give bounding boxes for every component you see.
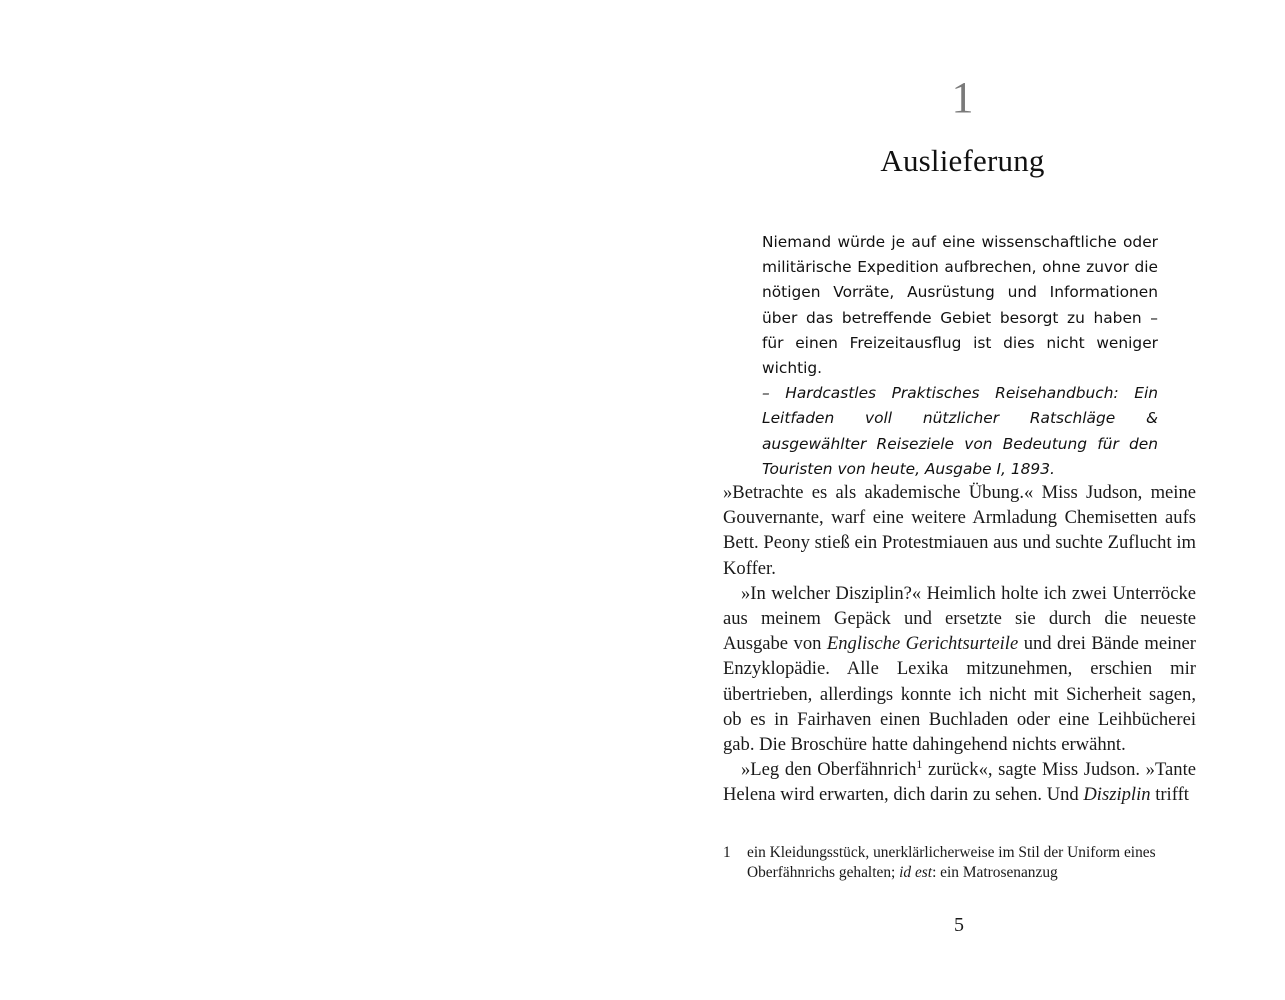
paragraph-2-italic: Englische Gerichtsurteile: [826, 633, 1019, 655]
paragraph-2-part-b: und drei Bände meiner Enzyklopädie. Alle Lexika mitzunehmen, erschien mir übertrieben, allerdings konnte ich nicht mit Sicherheit sagen, ob es in Fairhaven einen Buchladen oder eine Leihbücherei gab. Die Broschüre hatte dahingehend nichts erwähnt.: [723, 633, 1196, 756]
chapter-number: 1: [951, 73, 974, 122]
footnote-text-a: ein Kleidungsstück, unerklärlicherweise im Stil der Uniform eines Oberfähnrichs gehalten;: [747, 844, 1156, 881]
footnote-number: 1: [723, 844, 731, 861]
footnote-marker: 1: [916, 757, 923, 772]
footnote-text-b: : ein Matrosenanzug: [932, 863, 1058, 881]
epigraph-text: Niemand würde je auf eine wissenschaftliche oder militärische Expedition aufbrechen, ohne zuvor die nötigen Vorräte, Ausrüstung und Informationen über das betreffende Gebiet besorgt zu haben – für einen Freizeitausflug ist dies nicht weniger wichtig.: [762, 233, 1158, 378]
paragraph-2-part-a: »In welcher Disziplin?« Heimlich holte ich zwei Unterröcke aus meinem Gepäck und ersetzte sie durch die neueste Ausgabe von: [723, 582, 1196, 655]
footnote: [723, 843, 1203, 882]
right-page: [640, 0, 1285, 1000]
body-text: [723, 480, 1196, 808]
paragraph-2: [723, 581, 1196, 757]
footnote-text: [747, 843, 1203, 882]
paragraph-3-italic: Disziplin: [1083, 784, 1151, 806]
footnote-italic: id est: [899, 863, 933, 881]
chapter-title: Auslieferung: [880, 143, 1045, 178]
page-number: 5: [954, 914, 964, 936]
paragraph-3: [723, 757, 1196, 807]
paragraph-3-part-b: zurück«, sagte Miss Judson. »Tante Helena wird erwarten, dich darin zu sehen. Und: [723, 759, 1196, 806]
paragraph-3-part-c: trifft: [1150, 784, 1189, 806]
paragraph-1: »Betrachte es als akademische Übung.« Miss Judson, meine Gouvernante, warf eine weitere Armladung Chemisetten aufs Bett. Peony stieß ein Protestmiauen aus und suchte Zuflucht im Koffer.: [723, 482, 1196, 579]
epigraph-attribution: – Hardcastles Praktisches Reisehandbuch: Ein Leitfaden voll nützlicher Ratschläge & ausgewählter Reiseziele von Bedeutung für den Touristen von heute, Ausgabe I, 1893.: [762, 384, 1158, 478]
epigraph: [762, 230, 1158, 482]
left-page-blank: [0, 0, 640, 1000]
paragraph-3-part-a: »Leg den Oberfähnrich: [741, 759, 917, 781]
